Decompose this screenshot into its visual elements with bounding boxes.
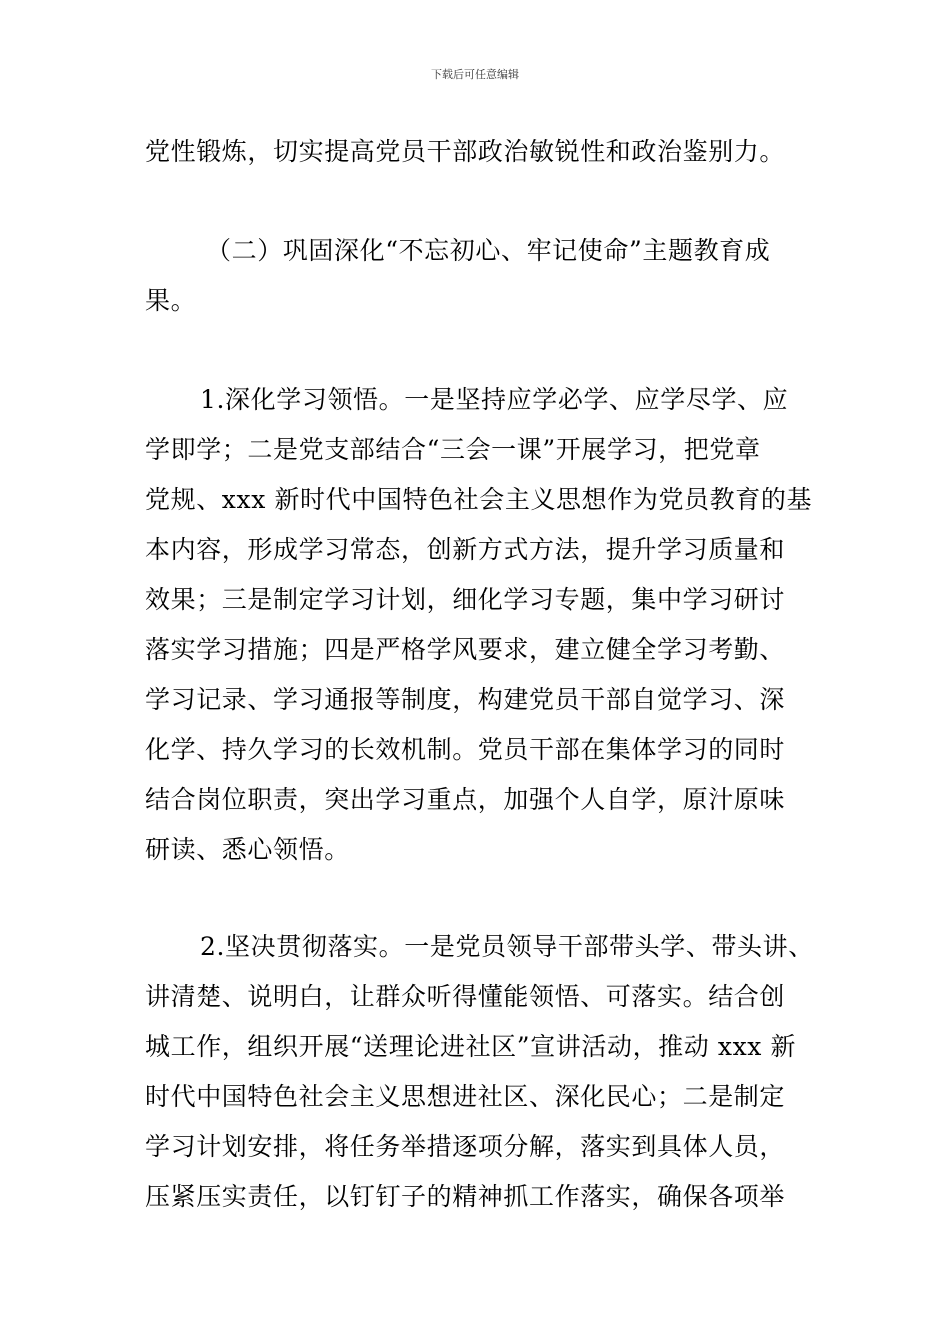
paragraph-1-line: 本内容，形成学习常态，创新方式方法，提升学习质量和 bbox=[145, 535, 786, 564]
paragraph-1-line: 效果；三是制定学习计划，细化学习专题，集中学习研讨 bbox=[145, 585, 786, 614]
paragraph-1-line: 化学、持久学习的长效机制。党员干部在集体学习的同时 bbox=[145, 735, 786, 764]
paragraph-2-line: 学习计划安排，将任务举措逐项分解，落实到具体人员， bbox=[145, 1132, 786, 1161]
paragraph-1-line: 学即学；二是党支部结合“三会一课”开展学习，把党章 bbox=[145, 435, 761, 464]
paragraph-1-line: 研读、悉心领悟。 bbox=[145, 835, 350, 864]
paragraph-1-line: 落实学习措施；四是严格学风要求，建立健全学习考勤、 bbox=[145, 635, 786, 664]
paragraph-2-line: 时代中国特色社会主义思想进社区、深化民心；二是制定 bbox=[145, 1082, 786, 1111]
paragraph-2-line: 压紧压实责任，以钉钉子的精神抓工作落实，确保各项举 bbox=[145, 1182, 786, 1211]
paragraph-1-line: 结合岗位职责，突出学习重点，加强个人自学，原汁原味 bbox=[145, 785, 786, 814]
paragraph-1-line: 党规、xxx 新时代中国特色社会主义思想作为党员教育的基 bbox=[145, 485, 813, 514]
paragraph-1-line: 1.深化学习领悟。一是坚持应学必学、应学尽学、应 bbox=[200, 385, 789, 414]
paragraph-2-line: 城工作，组织开展“送理论进社区”宣讲活动，推动 xxx 新 bbox=[145, 1032, 797, 1061]
section-heading-continued: 果。 bbox=[145, 286, 197, 315]
paragraph-2-line: 2.坚决贯彻落实。一是党员领导干部带头学、带头讲、 bbox=[200, 932, 814, 961]
paragraph-2-line: 讲清楚、说明白，让群众听得懂能领悟、可落实。结合创 bbox=[145, 982, 786, 1011]
section-heading: （二）巩固深化“不忘初心、牢记使命”主题教育成 bbox=[206, 236, 771, 265]
paragraph-1-line: 学习记录、学习通报等制度，构建党员干部自觉学习、深 bbox=[145, 685, 786, 714]
text-line: 党性锻炼，切实提高党员干部政治敏锐性和政治鉴别力。 bbox=[145, 137, 786, 166]
header-note: 下载后可任意编辑 bbox=[431, 68, 519, 81]
